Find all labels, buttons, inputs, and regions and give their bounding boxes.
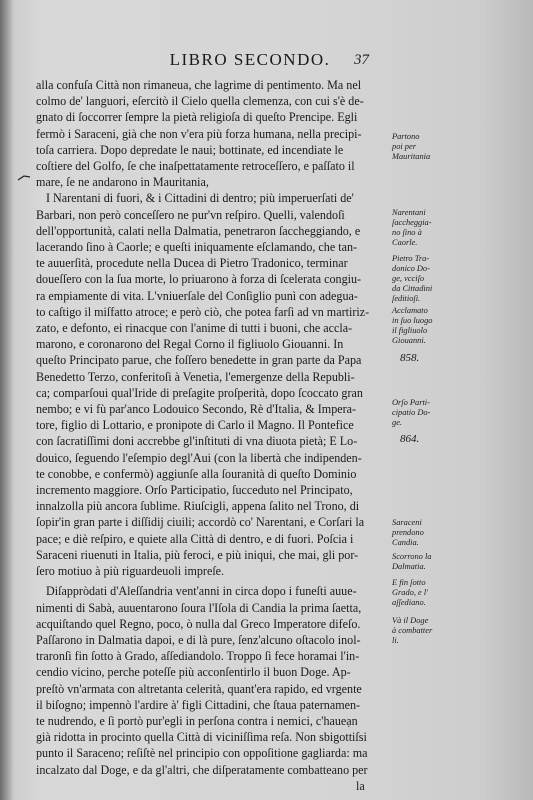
- running-header: LIBRO SECONDO.: [169, 50, 331, 69]
- margin-note: E fin ſotto Grado, e l' aſſediano.: [392, 578, 428, 607]
- text-line: doueſſero con la ſua morte, lo priuarono à forza di ſcelerata congiu-: [36, 272, 362, 287]
- text-line: te conobbe, e confermò) aggiunſe alla ſouranità di queſto Dominio: [36, 466, 357, 481]
- text-line: to caſtigo il miſfatto atroce; e però ciò, che potea farſi ad vn martiriz-: [36, 304, 370, 319]
- text-line: te auuerſità, procedute nella Ducea di Pietro Tradonico, terminar: [36, 256, 348, 271]
- year-marker: 858.: [400, 352, 420, 364]
- margin-note: Và il Doge à combatter li.: [392, 616, 433, 645]
- margin-note: Orſo Parti- cipatio Do- ge.: [392, 398, 431, 427]
- text-line: gnato di ſoccorrer ſempre la pietà religioſa di queſto Prencipe. Egli: [36, 110, 358, 125]
- margin-note: Acclamato in ſuo luogo il figliuolo Giouanni.: [392, 306, 433, 345]
- margin-note: Narentani ſaccheggia- no ſino à Caorle.: [392, 208, 432, 247]
- page-number: 37: [354, 52, 369, 68]
- text-line: queſto Principato parue, che foſſero benedette in gran parte da Papa: [36, 353, 362, 368]
- text-line: ſero motiuo à più riguardeuoli impreſe.: [36, 564, 225, 579]
- text-line: Barbari, non però conceſſero ne pur'vn reſpiro. Quelli, valendoſi: [36, 207, 345, 222]
- text-line: colmo de' languori, eſercitò il Cielo quella clemenza, con cui s'è de-: [36, 94, 364, 109]
- text-line: punto il Saraceno; reſiſtè nel principio con oppoſitione gagliarda: ma: [36, 746, 368, 761]
- text-line: incremento maggiore. Orſo Participatio, ſucceduto nel Principato,: [36, 483, 353, 498]
- text-line: lacerando ſino à Caorle; e queſti iniquamente eſclamando, che tan-: [36, 240, 358, 255]
- text-line: ra empiamente di vita. L'vniuerſale del Conſiglio punì con adegua-: [36, 288, 358, 303]
- text-line: Diſappròdati d'Aleſſandria vent'anni in circa dopo i funeſti auue-: [46, 584, 357, 599]
- text-line: ca; comparſoui qual'Iride di preſagite proſperità, dopo ſcoccato gran: [36, 385, 363, 400]
- text-line: I Narentani di fuori, & i Cittadini di dentro; più imperuerſati de': [46, 191, 354, 206]
- text-line: traronſi fin ſotto à Grado, aſſediandolo. Troppo ſi fece horamai l'in-: [36, 649, 360, 664]
- text-line: pace; e diè reſpiro, e quiete alla Città di dentro, e di fuori. Poſcia i: [36, 531, 354, 546]
- text-line: con ſacratiſſimi doni accrebbe gl'inſtituti di vna diuota pietà; E Lo-: [36, 434, 358, 449]
- margin-note: Partono poi per Mauritania: [392, 132, 431, 161]
- text-line: ſopir'in gran parte i diſſidij ciuili; accordò co' Narentani, e Corſari la: [36, 515, 365, 530]
- text-line: te nudrendo, e ſi portò pur'egli in perſona contra i nemici, c'haueạn: [36, 713, 358, 728]
- text-line: toſa carriera. Dopo depredate le naui; bottinate, ed incendiate le: [36, 142, 344, 157]
- text-line: zato, e defonto, ei rinacque con l'anime di tutti i buoni, che accla-: [36, 321, 353, 336]
- margin-note: Scorrono la Dalmatia.: [392, 552, 432, 571]
- margin-note: Pietro Tra- donico Do- ge, vcciſo da Cittadini ſeditioſi.: [392, 254, 433, 303]
- catchword: la: [356, 778, 365, 793]
- text-line: cendio vicino, perche poteſſe più acconſentirlo il buon Doge. Ap-: [36, 665, 351, 680]
- margin-note: Saraceni prendono Candia.: [392, 518, 424, 547]
- text-line: innalzolla più ancora ſublime. Riuſcigli, appena ſalito nel Trono, di: [36, 499, 360, 514]
- text-line: coſtiere del Golfo, ſe che inaſpettatamente retroceſſero, e paſſato il: [36, 159, 355, 174]
- text-line: nembo; e vi fù par'anco Lodouico Secondo, Rè d'Italia, & Impera-: [36, 402, 357, 417]
- body-text: [36, 77, 388, 794]
- text-line: alla confuſa Città non rimaneua, che lagrime di pentimento. Ma nel: [36, 78, 362, 92]
- text-line: fermò i Saraceni, già che non v'era più forza humana, nella precipi-: [36, 126, 362, 141]
- text-line: Benedetto Terzo, conferitoſi à Venetia, l'emergenze della Republi-: [36, 369, 355, 384]
- text-line: nimenti di Sabà, auuentarono ſoura l'Iſola di Candia la prima ſaetta,: [36, 600, 362, 615]
- text-line: Saraceni riuenuti in Italia, più feroci, e più iniqui, che mai, gli por-: [36, 547, 359, 562]
- text-line: incalzato dal Doge, e da gl'altri, che diſperatamente combatteano per: [36, 762, 368, 777]
- text-line: marono, e coronarono del Regal Corno il figliuolo Giouanni. In: [36, 337, 344, 352]
- text-line: acquiſtando quel Regno, poco, ò nulla dal Greco Imperatore difeſo.: [36, 616, 361, 631]
- text-line: Paſſarono in Dalmatia dapoi, e di là pure, ſenz'alcuno oſtacolo inol-: [36, 632, 361, 647]
- text-line: tore, figlio di Lottario, e pronipote di Carlo il Magno. Il Pontefice: [36, 418, 354, 433]
- text-line: preſtò vn'armata con altretanta celerità, quant'era rapido, ed vrgente: [36, 681, 362, 696]
- text-line: il biſogno; impennò l'ardire à' figli Cittadini, che ſtaua paternamen-: [36, 697, 361, 712]
- text-line: dell'opportunità, calati nella Dalmatia, penetraron ſaccheggiando, e: [36, 223, 361, 238]
- year-marker: 864.: [400, 433, 420, 445]
- text-line: mare, ſe ne andarono in Mauritania,: [36, 175, 209, 190]
- pen-mark-icon: [17, 174, 31, 182]
- text-line: douico, ſeguendo l'eſempio degl'Aui (con la libertà che indipenden-: [36, 450, 362, 465]
- text-line: già ridotta in procinto quella Città di viciniſſima reſa. Non sbigottiſsi: [36, 730, 367, 745]
